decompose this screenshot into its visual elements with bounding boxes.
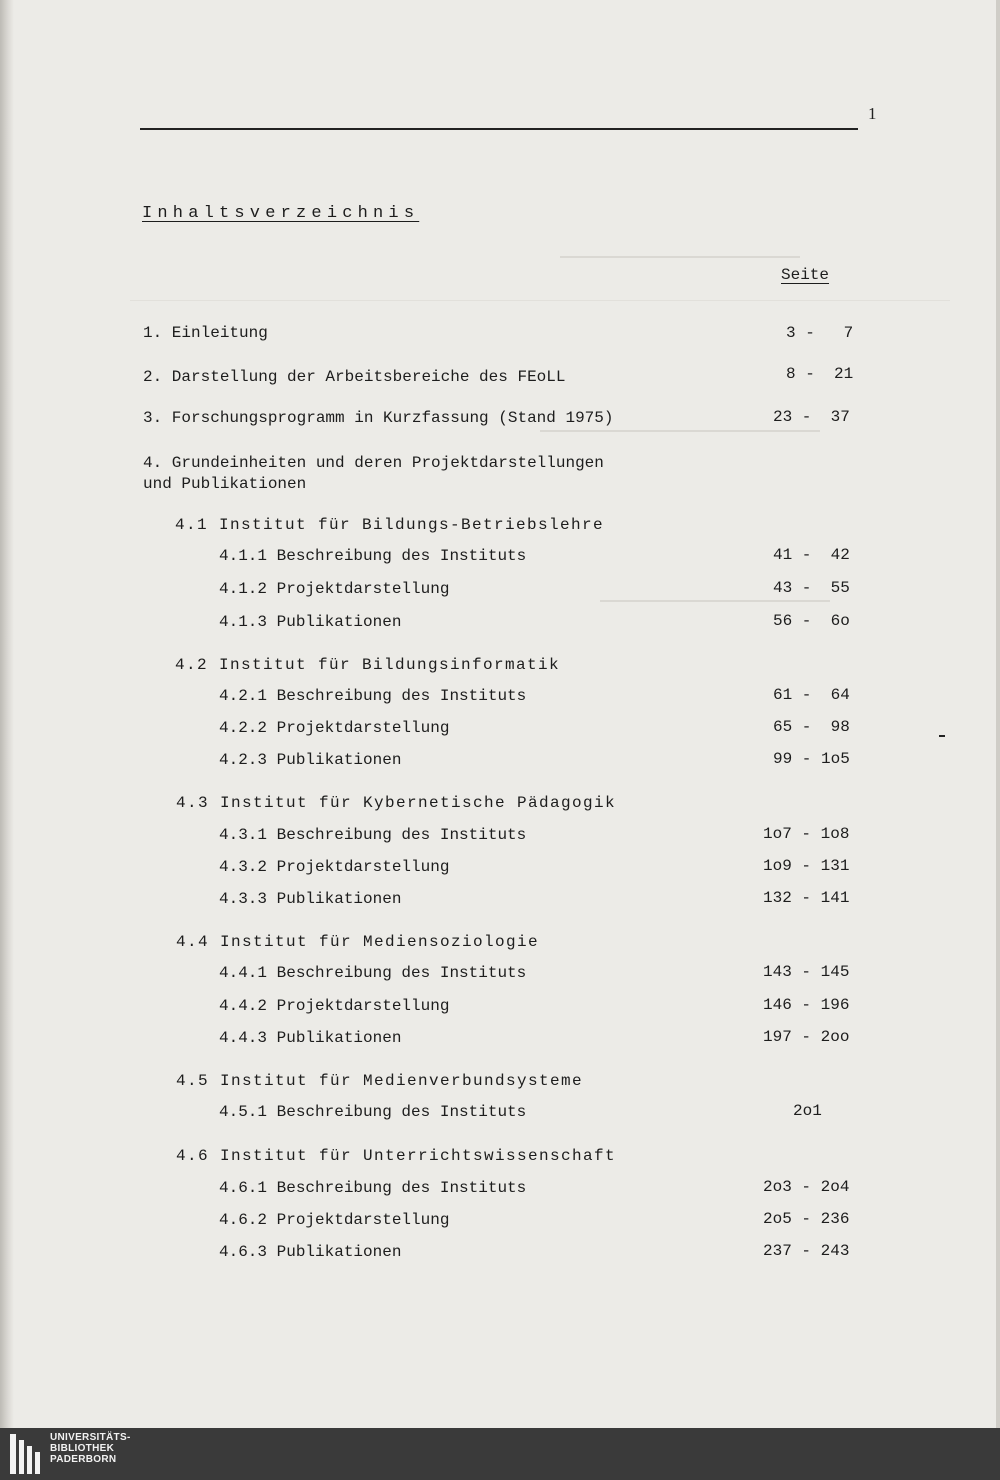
toc-entry-pages: 132 - 141 [763,889,850,907]
toc-entry-text: 2. Darstellung der Arbeitsbereiche des FEoLL [143,368,566,386]
toc-entry-text: 4.4.1 Beschreibung des Instituts [219,964,527,982]
bleed-through-mark [600,600,830,602]
toc-entry-pages: 143 - 145 [763,963,850,981]
header-rule [140,128,858,130]
toc-entry-pages: 99 - 1o5 [773,750,850,768]
toc-entry-pages: 146 - 196 [763,996,850,1014]
toc-heading: Inhaltsverzeichnis [142,204,420,223]
toc-entry-text: 4.4.2 Projektdarstellung [219,997,450,1015]
toc-entry-text: 4.2.3 Publikationen [219,751,402,769]
toc-entry-text: 4.2.1 Beschreibung des Instituts [219,687,527,705]
toc-section-heading: 4.2 Institut für Bildungsinformatik [175,656,561,674]
toc-entry-text: 4.6.1 Beschreibung des Instituts [219,1179,527,1197]
toc-entry-text: 4.3.1 Beschreibung des Instituts [219,826,527,844]
library-logo-text [50,1432,131,1465]
toc-entry-text: 4. Grundeinheiten und deren Projektdarstellungen [143,454,604,472]
toc-entry-pages: 2o3 - 2o4 [763,1178,850,1196]
toc-entry-pages: 41 - 42 [773,546,850,564]
library-footer [0,1428,1000,1480]
toc-section-heading: 4.6 Institut für Unterrichtswissenschaft [176,1147,617,1165]
toc-section-heading: 4.1 Institut für Bildungs-Betriebslehre [175,516,605,534]
toc-entry-text: und Publikationen [143,475,307,493]
toc-entry-pages: 43 - 55 [773,579,850,597]
toc-entry-text: 4.1.3 Publikationen [219,613,402,631]
toc-entry-pages: 1o9 - 131 [763,857,850,875]
page-column-label: Seite [781,266,830,284]
toc-entry-pages: 2o1 [793,1102,822,1120]
toc-entry-text: 4.1.2 Projektdarstellung [219,580,450,598]
bleed-through-mark [560,256,800,258]
toc-entry-pages: 3 - 7 [786,324,854,342]
bleed-through-mark [130,300,950,301]
page-number: 1 [868,104,877,123]
toc-entry-text: 4.3.2 Projektdarstellung [219,858,450,876]
toc-entry-pages: 1o7 - 1o8 [763,825,850,843]
toc-entry-text: 4.6.3 Publikationen [219,1243,402,1261]
library-logo-icon [8,1432,44,1476]
toc-entry-text: 1. Einleitung [143,324,268,342]
logo-line: BIBLIOTHEK [50,1443,115,1454]
toc-section-heading: 4.5 Institut für Medienverbundsysteme [176,1072,584,1090]
stray-mark [939,735,945,737]
toc-section-heading: 4.3 Institut für Kybernetische Pädagogik [176,794,617,812]
toc-entry-text: 4.2.2 Projektdarstellung [219,719,450,737]
bleed-through-mark [540,430,820,432]
toc-entry-pages: 197 - 2oo [763,1028,850,1046]
logo-line: PADERBORN [50,1454,117,1465]
toc-entry-pages: 65 - 98 [773,718,850,736]
page-edge-shadow [0,0,14,1428]
toc-entry-pages: 56 - 6o [773,612,850,630]
toc-entry-pages: 23 - 37 [773,408,850,426]
toc-entry-text: 4.1.1 Beschreibung des Instituts [219,547,527,565]
toc-entry-text: 4.5.1 Beschreibung des Instituts [219,1103,527,1121]
toc-entry-text: 4.6.2 Projektdarstellung [219,1211,450,1229]
toc-entry-pages: 237 - 243 [763,1242,850,1260]
logo-line: UNIVERSITÄTS- [50,1432,131,1443]
toc-entry-pages: 2o5 - 236 [763,1210,850,1228]
toc-entry-pages: 61 - 64 [773,686,850,704]
toc-section-heading: 4.4 Institut für Mediensoziologie [176,933,540,951]
toc-entry-text: 4.3.3 Publikationen [219,890,402,908]
toc-entry-text: 4.4.3 Publikationen [219,1029,402,1047]
toc-entry-text: 3. Forschungsprogramm in Kurzfassung (Stand 1975) [143,409,614,427]
toc-entry-pages: 8 - 21 [786,365,854,383]
